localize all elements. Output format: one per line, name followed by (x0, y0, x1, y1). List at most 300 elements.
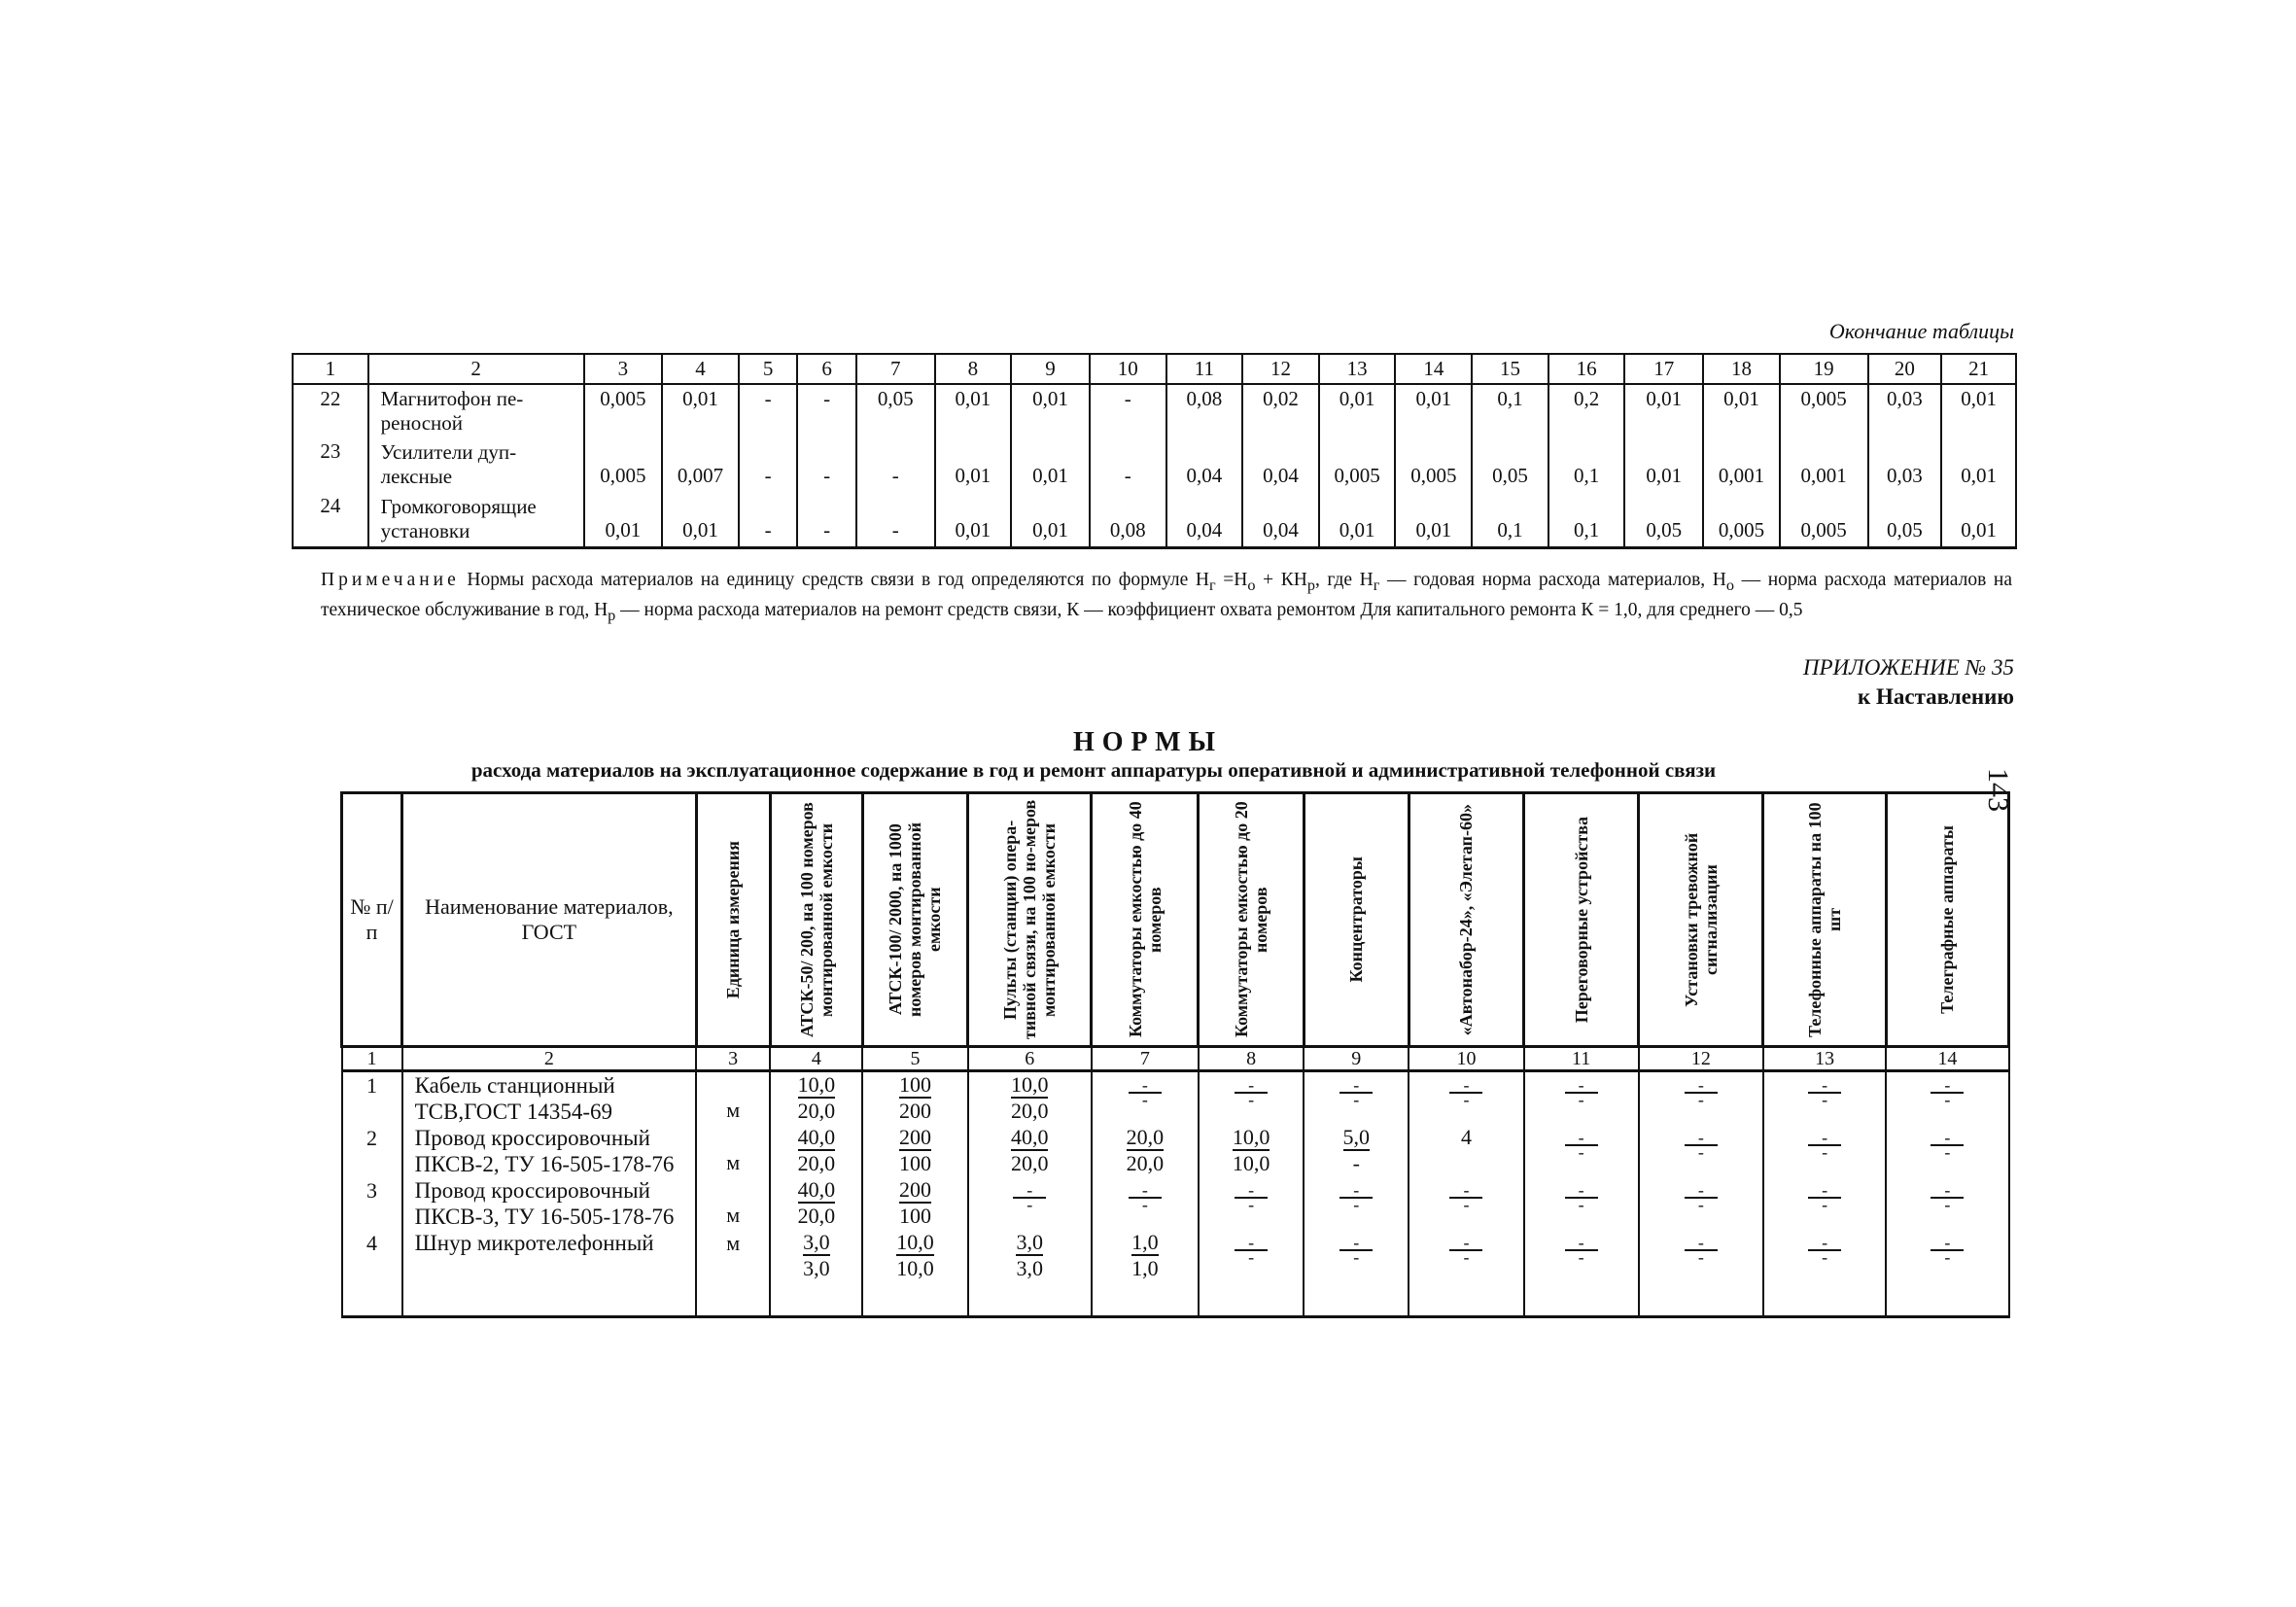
norm-value: 0,01 (1011, 492, 1090, 548)
norm-value: 0,005 (1319, 437, 1396, 492)
document-title: НОРМЫ (1072, 727, 1224, 757)
row-number: 2 (342, 1125, 402, 1177)
column-header-text: Единица измерения (723, 840, 744, 999)
current-repair-value: 200 (898, 1177, 931, 1202)
column-header-text: АТСК-50/ 200, на 100 номеров монтированной емкости (796, 802, 836, 1037)
table2-column-header (1199, 793, 1304, 1047)
no-norm-fraction (1339, 1233, 1373, 1267)
capital-repair-value: 3,0 (803, 1256, 830, 1280)
current-repair-value: 3,0 (1016, 1230, 1043, 1254)
norm-value: 0,1 (1548, 437, 1625, 492)
table1-column-number: 6 (797, 354, 856, 384)
norm-value: 0,05 (856, 384, 935, 437)
capital-repair-value: - (1463, 1090, 1470, 1109)
norm-cell (1199, 1071, 1304, 1126)
norm-value: 0,04 (1166, 492, 1243, 548)
current-repair-value: - (1931, 1078, 1964, 1094)
capital-repair-value: 20,0 (1010, 1151, 1049, 1175)
norm-value: 0,05 (1472, 437, 1548, 492)
column-header-text: № п/п (350, 894, 394, 944)
material-name (368, 384, 584, 437)
table1-column-number: 15 (1472, 354, 1548, 384)
norm-cell (1886, 1071, 2008, 1126)
row-number: 3 (342, 1177, 402, 1230)
norm-cell (968, 1230, 1092, 1317)
current-repair-value: 1,0 (1131, 1230, 1159, 1254)
norm-cell (1092, 1177, 1199, 1230)
norm-cell (770, 1230, 862, 1317)
table1-column-number: 10 (1090, 354, 1166, 384)
norm-cell (1304, 1071, 1409, 1126)
no-norm-fraction (1129, 1075, 1162, 1109)
table2-column-number: 13 (1763, 1047, 1886, 1071)
material-name (402, 1071, 697, 1126)
capital-repair-value: - (1697, 1090, 1704, 1109)
norm-cell (1304, 1177, 1409, 1230)
current-repair-value: - (1339, 1236, 1373, 1251)
table2-column-header (1409, 793, 1523, 1047)
table1-column-number: 17 (1624, 354, 1703, 384)
capital-repair-value: - (1026, 1195, 1033, 1214)
norm-value: 0,01 (662, 492, 739, 548)
norm-value: 0,005 (1780, 492, 1868, 548)
norm-cell (862, 1230, 967, 1317)
capital-repair-value: 100 (898, 1151, 931, 1175)
capital-repair-value: 20,0 (1010, 1099, 1049, 1123)
capital-repair-value: - (1352, 1151, 1360, 1175)
norm-cell (1763, 1177, 1886, 1230)
norm-value: 0,1 (1548, 492, 1625, 548)
norm-value: - (739, 384, 798, 437)
note-text: Нормы расхода материалов на единицу средств связи в год определяются по формуле $Н_г =Н_о + КН_р$, где $Н_г$ — годовая норма расхода материалов, $Н_о$ — норма расхода материалов на техническое обслуживание в год, $Н_р$ — норма расхода материалов на ремонт средств связи, К — коэффициент охвата ремонтом Для капитального ремонта К = 1,0, для среднего — 0,5 (321, 570, 2013, 624)
unit-of-measure: м (696, 1125, 770, 1177)
document-subtitle: расхода материалов на эксплуатационное содержание в год и ремонт аппаратуры оперативной и административной телефонной связи (470, 758, 1717, 782)
column-header-text: Коммутаторы емкостью до 40 номеров (1125, 801, 1165, 1038)
current-repair-value: - (1685, 1183, 1718, 1199)
no-norm-fraction (1808, 1128, 1841, 1162)
norm-value: 0,1 (1472, 384, 1548, 437)
table2-column-header (1304, 793, 1409, 1047)
current-repair-value: 10,0 (1010, 1072, 1049, 1097)
capital-repair-value: 20,0 (797, 1204, 836, 1228)
table1-column-number: 20 (1868, 354, 1942, 384)
norm-cell (1092, 1125, 1199, 1177)
no-norm-fraction (1565, 1180, 1598, 1214)
table1-column-number: 18 (1703, 354, 1780, 384)
norm-value: 0,03 (1868, 437, 1942, 492)
table2-column-number: 4 (770, 1047, 862, 1071)
norm-cell (1886, 1230, 2008, 1317)
material-name (368, 492, 584, 548)
table1-column-number: 21 (1941, 354, 2016, 384)
norm-fraction (1233, 1125, 1270, 1175)
norm-fraction (899, 1072, 931, 1123)
table1-column-number: 12 (1242, 354, 1319, 384)
appendix-heading (1803, 653, 2014, 712)
material-name-line: ТСВ,ГОСТ 14354-69 (414, 1100, 612, 1124)
norm-value: 0,1 (1472, 492, 1548, 548)
material-name-line: Кабель станционный (414, 1073, 615, 1098)
norm-value: 0,01 (1395, 492, 1472, 548)
capital-repair-value: - (1248, 1247, 1255, 1267)
norm-value: 0,04 (1242, 492, 1319, 548)
table2-column-number: 3 (696, 1047, 770, 1071)
current-repair-value: 200 (898, 1125, 931, 1149)
norm-value: 0,01 (1703, 384, 1780, 437)
capital-repair-value: 100 (898, 1204, 931, 1228)
capital-repair-value: - (1141, 1195, 1148, 1214)
current-repair-value: - (1129, 1078, 1162, 1094)
table2-row (342, 1177, 2009, 1230)
unit-of-measure: м (696, 1177, 770, 1230)
table2-column-number: 2 (402, 1047, 697, 1071)
norm-cell (862, 1177, 967, 1230)
current-repair-value: - (1449, 1078, 1482, 1094)
table1-column-number: 1 (293, 354, 368, 384)
norm-cell (1524, 1230, 1639, 1317)
table2-column-number: 5 (862, 1047, 967, 1071)
table1-column-number: 13 (1319, 354, 1396, 384)
current-repair-value: 100 (898, 1072, 931, 1097)
no-norm-fraction (1449, 1233, 1482, 1267)
table1-column-number: 9 (1011, 354, 1090, 384)
material-name (368, 437, 584, 492)
no-norm-fraction (1808, 1180, 1841, 1214)
norm-value: - (739, 492, 798, 548)
norm-cell (1886, 1177, 2008, 1230)
norm-value: 0,01 (1395, 384, 1472, 437)
norm-value: - (856, 492, 935, 548)
norm-value: 0,01 (1941, 437, 2016, 492)
no-norm-fraction (1449, 1075, 1482, 1109)
norm-fraction (899, 1125, 931, 1175)
no-norm-fraction (1931, 1180, 1964, 1214)
unit-of-measure: м (696, 1230, 770, 1317)
norm-fraction (798, 1177, 836, 1228)
current-repair-value: - (1235, 1183, 1268, 1199)
table1-column-number: 5 (739, 354, 798, 384)
norm-cell (770, 1071, 862, 1126)
current-repair-value: - (1129, 1183, 1162, 1199)
no-norm-fraction (1931, 1075, 1964, 1109)
no-norm-fraction (1565, 1233, 1598, 1267)
capital-repair-value: 20,0 (797, 1099, 836, 1123)
norm-value: - (797, 384, 856, 437)
norm-cell (1639, 1230, 1763, 1317)
norm-cell (1409, 1177, 1523, 1230)
current-repair-value: 40,0 (797, 1125, 836, 1149)
norm-fraction (798, 1125, 836, 1175)
material-name-line: Шнур микротелефонный (414, 1231, 654, 1255)
column-header-text: Телефонные аппараты на 100 шт (1805, 802, 1845, 1037)
material-name-line: ПКСВ-3, ТУ 16-505-178-76 (414, 1205, 675, 1229)
norm-value: 0,04 (1242, 437, 1319, 492)
current-repair-value: - (1931, 1236, 1964, 1251)
norm-fraction (1131, 1230, 1159, 1280)
table2-column-number: 1 (342, 1047, 402, 1071)
norm-value: 0,08 (1166, 384, 1243, 437)
norm-fraction (1011, 1072, 1049, 1123)
norm-cell (1409, 1125, 1523, 1177)
current-repair-value: - (1931, 1131, 1964, 1146)
norm-value: 0,04 (1166, 437, 1243, 492)
capital-repair-value: - (1822, 1090, 1828, 1109)
norm-value: 4 (1460, 1125, 1472, 1149)
norm-cell (1763, 1230, 1886, 1317)
table2-row (342, 1230, 2009, 1317)
capital-repair-value: 10,0 (896, 1256, 934, 1280)
material-name-line: установки (380, 519, 470, 542)
norm-cell (1524, 1177, 1639, 1230)
current-repair-value: 10,0 (896, 1230, 934, 1254)
current-repair-value: - (1339, 1078, 1373, 1094)
material-name-line: Провод кроссировочный (414, 1178, 650, 1203)
norm-value: - (1090, 384, 1166, 437)
table1-column-number: 19 (1780, 354, 1868, 384)
norm-cell (1409, 1230, 1523, 1317)
capital-repair-value: - (1944, 1195, 1951, 1214)
norm-value: 0,01 (1941, 384, 2016, 437)
no-norm-fraction (1685, 1233, 1718, 1267)
capital-repair-value: 10,0 (1232, 1151, 1270, 1175)
current-repair-value: - (1449, 1236, 1482, 1251)
current-repair-value: - (1565, 1183, 1598, 1199)
norm-cell (862, 1125, 967, 1177)
table1-column-number: 2 (368, 354, 584, 384)
capital-repair-value: - (1578, 1247, 1584, 1267)
norm-value: 0,03 (1868, 384, 1942, 437)
table-continuation-caption: Окончание таблицы (1828, 319, 2014, 343)
norm-cell (1092, 1071, 1199, 1126)
norm-fraction (1127, 1125, 1165, 1175)
no-norm-fraction (1685, 1128, 1718, 1162)
appendix-number: ПРИЛОЖЕНИЕ № 35 (1802, 655, 2014, 680)
materials-norms-table (340, 791, 2010, 1318)
table2-header-row (342, 793, 2009, 1047)
capital-repair-value: - (1822, 1195, 1828, 1214)
column-header-text: Наименование материалов, ГОСТ (425, 894, 674, 944)
column-header-text: Концентраторы (1346, 856, 1367, 983)
norm-fraction (899, 1177, 931, 1228)
capital-repair-value: - (1578, 1195, 1584, 1214)
column-header-text: Коммутаторы емкостью до 20 номеров (1232, 801, 1271, 1038)
row-number: 22 (293, 384, 368, 437)
current-repair-value: - (1685, 1131, 1718, 1146)
table2-column-number: 10 (1409, 1047, 1523, 1071)
norm-value: 0,007 (662, 437, 739, 492)
table-note (321, 568, 2012, 628)
unit-of-measure: м (696, 1071, 770, 1126)
table2-column-number: 11 (1524, 1047, 1639, 1071)
norm-cell (1304, 1125, 1409, 1177)
column-header-text: Телеграфные аппараты (1937, 825, 1958, 1014)
table1-column-number: 4 (662, 354, 739, 384)
current-repair-value: 40,0 (797, 1177, 836, 1202)
norm-fraction (1011, 1125, 1049, 1175)
note-label: Примечание (321, 570, 460, 590)
norm-value: 0,01 (935, 384, 1012, 437)
current-repair-value: - (1339, 1183, 1373, 1199)
current-repair-value: - (1235, 1236, 1268, 1251)
table2-column-header (402, 793, 697, 1047)
current-repair-value: - (1808, 1236, 1841, 1251)
capital-repair-value: - (1463, 1195, 1470, 1214)
norm-value: 0,005 (1780, 384, 1868, 437)
no-norm-fraction (1339, 1180, 1373, 1214)
norm-value: 0,01 (1011, 384, 1090, 437)
no-norm-fraction (1931, 1233, 1964, 1267)
current-repair-value: - (1565, 1236, 1598, 1251)
current-repair-value: - (1808, 1183, 1841, 1199)
norm-value: 0,01 (935, 492, 1012, 548)
no-norm-fraction (1808, 1075, 1841, 1109)
capital-repair-value: - (1697, 1195, 1704, 1214)
norm-cell (968, 1071, 1092, 1126)
norm-cell (1199, 1230, 1304, 1317)
table1-column-number: 16 (1548, 354, 1625, 384)
table2-column-header (968, 793, 1092, 1047)
capital-repair-value: - (1353, 1090, 1360, 1109)
norm-cell (1524, 1125, 1639, 1177)
norm-cell (1639, 1177, 1763, 1230)
capital-repair-value: 200 (898, 1099, 931, 1123)
norm-value: 0,01 (1319, 384, 1396, 437)
norm-cell (770, 1125, 862, 1177)
norm-value: 0,01 (662, 384, 739, 437)
norm-value: 0,01 (1011, 437, 1090, 492)
material-name-line: Провод кроссировочный (414, 1126, 650, 1150)
row-number: 4 (342, 1230, 402, 1317)
table1-column-number: 3 (584, 354, 663, 384)
capital-repair-value: 3,0 (1016, 1256, 1043, 1280)
material-name-line: реносной (380, 411, 464, 435)
table2-column-header (342, 793, 402, 1047)
no-norm-fraction (1931, 1128, 1964, 1162)
table2-column-number: 7 (1092, 1047, 1199, 1071)
current-repair-value: - (1685, 1236, 1718, 1251)
norm-value: - (739, 437, 798, 492)
table1-column-number: 7 (856, 354, 935, 384)
norm-value: 0,05 (1868, 492, 1942, 548)
capital-repair-value: - (1944, 1247, 1951, 1267)
table1-column-number: 8 (935, 354, 1012, 384)
table2-column-header (862, 793, 967, 1047)
current-repair-value: 10,0 (797, 1072, 836, 1097)
material-name (402, 1177, 697, 1230)
norm-value: 0,005 (584, 384, 663, 437)
capital-repair-value: - (1944, 1142, 1951, 1162)
material-name (402, 1230, 697, 1317)
no-norm-fraction (1565, 1128, 1598, 1162)
capital-repair-value: - (1578, 1090, 1584, 1109)
table1-header-row (293, 354, 2016, 384)
norm-value: 0,005 (1703, 492, 1780, 548)
norm-cell (1639, 1125, 1763, 1177)
column-header-text: Переговорные устройства (1571, 816, 1591, 1024)
capital-repair-value: - (1248, 1090, 1255, 1109)
capital-repair-value: 20,0 (797, 1151, 836, 1175)
norm-value: - (797, 492, 856, 548)
norm-cell (1763, 1125, 1886, 1177)
norm-cell (1199, 1125, 1304, 1177)
current-repair-value: - (1685, 1078, 1718, 1094)
table1-column-number: 14 (1395, 354, 1472, 384)
norm-value: 0,01 (1941, 492, 2016, 548)
table2-column-number: 8 (1199, 1047, 1304, 1071)
material-name-line: лексные (380, 465, 453, 488)
current-repair-value: 3,0 (803, 1230, 830, 1254)
norm-value: 0,001 (1703, 437, 1780, 492)
capital-repair-value: - (1353, 1195, 1360, 1214)
norm-cell (862, 1071, 967, 1126)
table2-row (342, 1071, 2009, 1126)
capital-repair-value: 20,0 (1126, 1151, 1165, 1175)
material-name-line: ПКСВ-2, ТУ 16-505-178-76 (414, 1152, 675, 1176)
norm-cell (1199, 1177, 1304, 1230)
no-norm-fraction (1808, 1233, 1841, 1267)
material-name (402, 1125, 697, 1177)
norm-value: 0,01 (584, 492, 663, 548)
capital-repair-value: - (1697, 1247, 1704, 1267)
norm-value: 0,2 (1548, 384, 1625, 437)
no-norm-fraction (1449, 1180, 1482, 1214)
no-norm-fraction (1565, 1075, 1598, 1109)
current-repair-value: - (1931, 1183, 1964, 1199)
table1-column-number: 11 (1166, 354, 1243, 384)
norm-value: 0,01 (1319, 492, 1396, 548)
norm-cell (1304, 1230, 1409, 1317)
current-repair-value: 10,0 (1232, 1125, 1270, 1149)
no-norm-fraction (1129, 1180, 1162, 1214)
capital-repair-value: - (1697, 1142, 1704, 1162)
column-header-text: Установки тревожной сигнализации (1681, 832, 1721, 1007)
appendix-reference: к Наставлению (1858, 684, 2014, 709)
norm-cell (1639, 1071, 1763, 1126)
norm-fraction (1343, 1125, 1371, 1175)
table2-column-header (770, 793, 862, 1047)
page-number: 143 (1982, 768, 2014, 812)
norm-value: 0,01 (1624, 437, 1703, 492)
table1-row (293, 492, 2016, 548)
no-norm-fraction (1685, 1180, 1718, 1214)
capital-repair-value: 1,0 (1131, 1256, 1159, 1280)
row-number: 1 (342, 1071, 402, 1126)
capital-repair-value: - (1141, 1090, 1148, 1109)
current-repair-value: - (1235, 1078, 1268, 1094)
norm-value: - (797, 437, 856, 492)
current-repair-value: - (1449, 1183, 1482, 1199)
table2-column-number: 9 (1304, 1047, 1409, 1071)
no-norm-fraction (1235, 1233, 1268, 1267)
no-norm-fraction (1013, 1180, 1046, 1214)
norm-cell (1524, 1071, 1639, 1126)
norm-fraction (798, 1072, 836, 1123)
norm-value: 0,08 (1090, 492, 1166, 548)
current-repair-value: - (1565, 1078, 1598, 1094)
table1-row (293, 437, 2016, 492)
material-name-line: Усилители дуп- (380, 440, 517, 464)
table2-column-header (1763, 793, 1886, 1047)
table2-column-header (1886, 793, 2008, 1047)
capital-repair-value: - (1248, 1195, 1255, 1214)
capital-repair-value: - (1822, 1142, 1828, 1162)
table1-row (293, 384, 2016, 437)
table2-column-number: 6 (968, 1047, 1092, 1071)
norm-cell (770, 1177, 862, 1230)
norm-value: 0,001 (1780, 437, 1868, 492)
table2-row (342, 1125, 2009, 1177)
table2-column-header (696, 793, 770, 1047)
